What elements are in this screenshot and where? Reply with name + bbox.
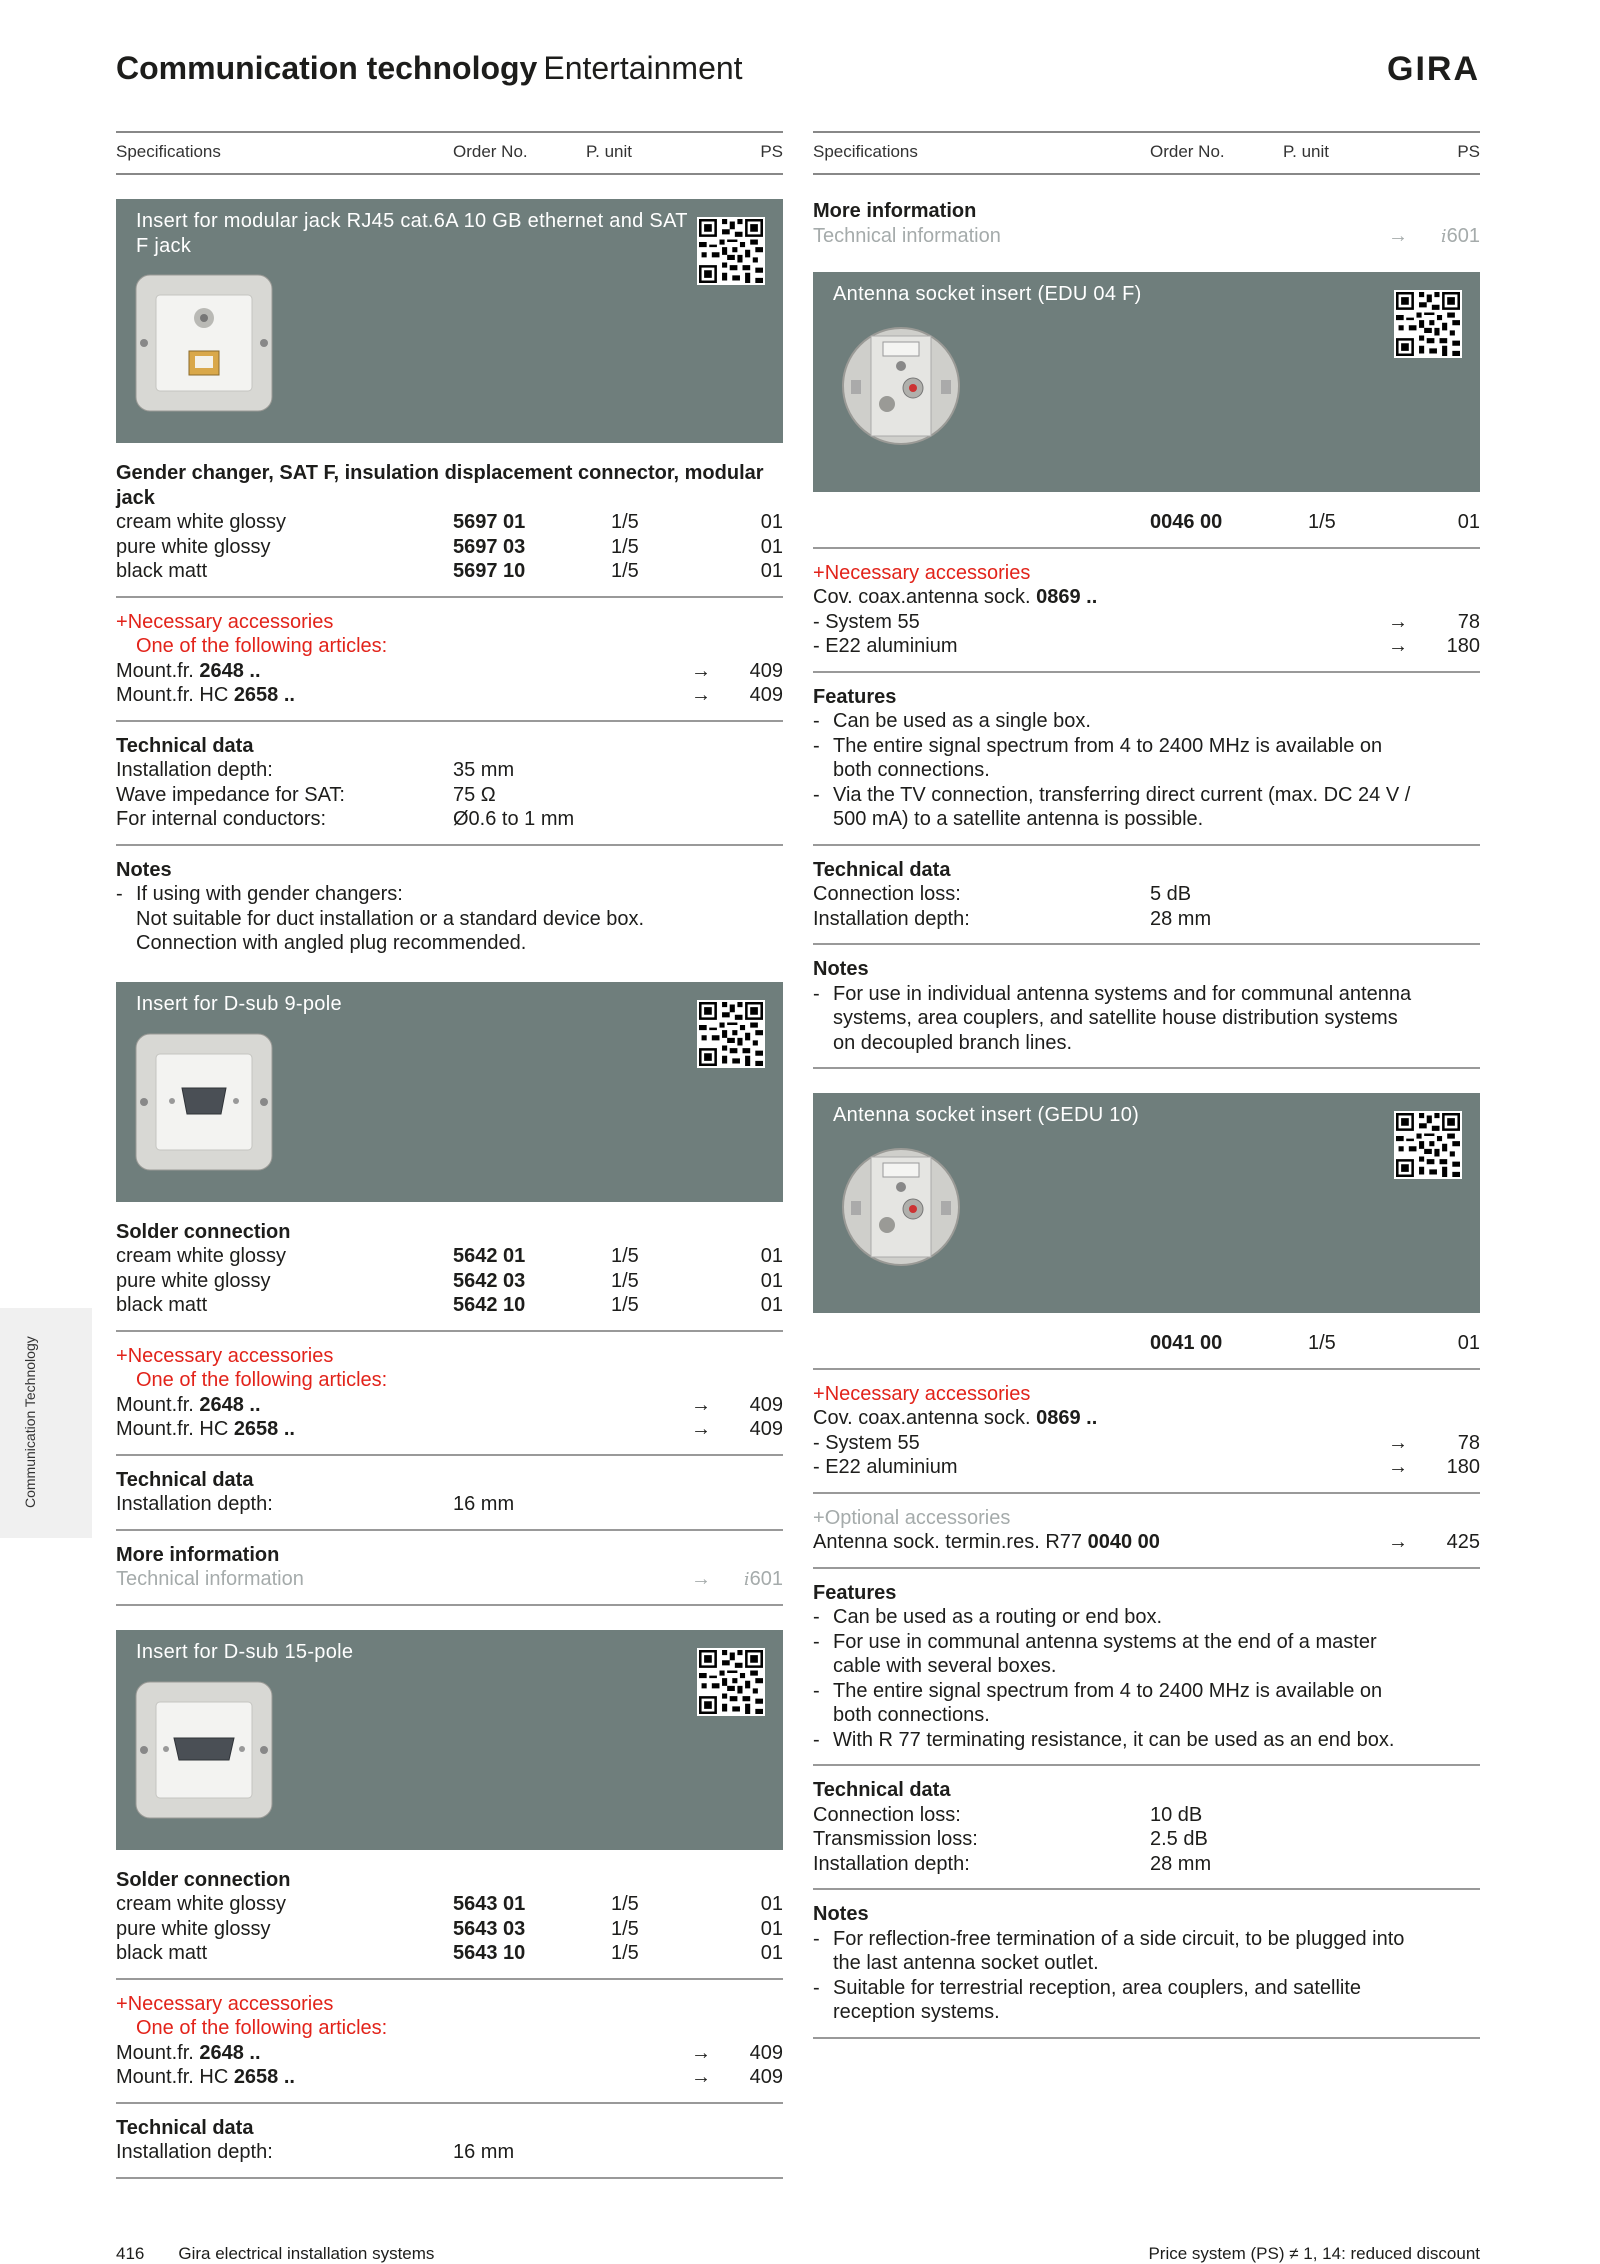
table-row [813, 1331, 1480, 1356]
note-line: Connection with angled plug recommended. [136, 932, 527, 954]
tech-key: Wave impedance for SAT: [116, 783, 345, 806]
row-ps: 01 [760, 1269, 783, 1292]
feature-item: - For use in communal antenna systems at the end of a master cable with several boxes. [813, 1630, 1377, 1677]
accessory-row [116, 1417, 783, 1442]
product-panel-rj45-sat [116, 199, 783, 443]
feature-item: - Can be used as a single box. [813, 710, 1091, 732]
acc-cover-line [813, 585, 1480, 610]
row-ps: 01 [760, 1245, 783, 1267]
row-order: 0046 00 [1150, 511, 1223, 533]
divider [813, 844, 1480, 846]
left-column [116, 131, 783, 2191]
table-row [116, 1293, 783, 1318]
row-ps: 01 [760, 1893, 783, 1915]
row-ps: 01 [1457, 1332, 1480, 1354]
tech-row [813, 907, 1480, 932]
gira-logo: GIRA [1387, 50, 1480, 88]
title-bold: Communication technology [116, 50, 538, 86]
note-line: For reflection-free termination of a side circuit, to be plugged into [833, 1927, 1405, 1950]
acc-code[interactable]: 2658 .. [233, 1418, 295, 1440]
note-line: the last antenna socket outlet. [833, 1952, 1099, 1974]
feature-line: The entire signal spectrum from 4 to 2400 MHz is available on [833, 1679, 1383, 1702]
table-row [116, 1892, 783, 1917]
right-column [813, 131, 1480, 2051]
divider [116, 1978, 783, 1980]
tech-value: 75 Ω [453, 783, 496, 806]
note-line: reception systems. [833, 2001, 1000, 2023]
header-specifications: Specifications [813, 142, 918, 161]
acc-page-link[interactable]: 180 [1446, 635, 1480, 657]
feature-item: - The entire signal spectrum from 4 to 2400 MHz is available on both connections. [813, 1679, 1383, 1726]
acc-label: E22 aluminium [825, 635, 958, 657]
acc-page-link[interactable]: 425 [1446, 1531, 1480, 1553]
technical-information-link[interactable] [116, 1567, 783, 1592]
feature-item: - Via the TV connection, transferring direct current (max. DC 24 V / 500 mA) to a satellite antenna is possible. [813, 783, 1411, 830]
row-spec: cream white glossy [116, 1245, 287, 1267]
row-order: 5697 03 [453, 535, 526, 558]
tech-row [116, 758, 783, 783]
tech-value: 16 mm [453, 2141, 515, 2163]
note-line: systems, area couplers, and satellite house distribution systems [833, 1007, 1398, 1029]
acc-subtitle: One of the following articles: [136, 2017, 388, 2039]
qr-code-icon[interactable] [1394, 290, 1462, 358]
necessary-accessories-title [116, 1992, 783, 2017]
accessory-row [116, 683, 783, 708]
row-spec: cream white glossy [116, 511, 287, 533]
features-title: Features [813, 1581, 897, 1604]
acc-title-text: Necessary accessories [824, 1382, 1031, 1405]
divider [813, 943, 1480, 945]
notes-title: Notes [813, 1903, 869, 1925]
note-item [116, 882, 783, 907]
antenna-insert-image [831, 1137, 971, 1277]
technical-data-title: Technical data [116, 1468, 254, 1491]
tech-value: 28 mm [1150, 1852, 1212, 1875]
header-ps: PS [760, 142, 783, 161]
table-row [116, 535, 783, 560]
plus-icon: + [116, 1992, 128, 2015]
acc-label: System 55 [825, 1431, 920, 1454]
acc-label: Mount.fr. [116, 1393, 200, 1416]
info-page-link[interactable]: 601 [749, 1568, 783, 1590]
divider [813, 1492, 1480, 1494]
acc-code[interactable]: 2648 .. [199, 659, 261, 682]
row-unit: 1/5 [611, 511, 639, 533]
feature-item: - Can be used as a routing or end box. [813, 1606, 1163, 1628]
row-order: 5697 01 [453, 511, 526, 533]
arrow-icon: → [1388, 610, 1408, 633]
row-ps: 01 [760, 511, 783, 533]
acc-page-link[interactable]: 409 [749, 684, 783, 706]
optional-accessories-title [813, 1506, 1480, 1531]
feature-item: - The entire signal spectrum from 4 to 2400 MHz is available on both connections. [813, 734, 1383, 781]
tech-key: Installation depth: [116, 1493, 273, 1515]
feature-line: Can be used as a single box. [833, 710, 1091, 732]
product-title: Antenna socket insert (GEDU 10) [833, 1104, 1140, 1126]
tech-value: 5 dB [1150, 883, 1192, 905]
arrow-icon: → [691, 1568, 711, 1590]
acc-cover-line [813, 1406, 1480, 1431]
divider [813, 1888, 1480, 1890]
acc-page-link[interactable]: 180 [1446, 1456, 1480, 1478]
table-row [116, 1244, 783, 1269]
row-spec: black matt [116, 1942, 208, 1964]
note-line: If using with gender changers: [136, 883, 403, 905]
row-order: 5642 03 [453, 1269, 526, 1292]
product-title: Insert for D-sub 15-pole [136, 1640, 354, 1663]
tech-key: Installation depth: [813, 907, 970, 930]
tech-row [116, 807, 783, 832]
section-side-tab[interactable] [0, 1308, 92, 1538]
necessary-accessories-title [116, 610, 783, 635]
divider [116, 844, 783, 846]
arrow-icon: → [691, 684, 711, 706]
divider [116, 1529, 783, 1531]
acc-title-text: Necessary accessories [127, 1344, 334, 1367]
footer-right: Price system (PS) ≠ 1, 14: reduced discount [1148, 2244, 1480, 2263]
side-tab-label: Communication Technology [22, 1336, 38, 1508]
qr-code-icon[interactable] [697, 1648, 765, 1716]
plus-icon: + [813, 1382, 825, 1405]
accessory-row: - System 55 → 78 [813, 610, 1480, 633]
acc-label: Mount.fr. [116, 2041, 200, 2064]
necessary-accessories-title [116, 1344, 783, 1369]
divider [116, 2177, 783, 2179]
tech-row [813, 1803, 1480, 1828]
row-ps: 01 [760, 560, 783, 582]
row-order: 5697 10 [453, 560, 526, 582]
technical-data-title: Technical data [813, 858, 951, 881]
acc-subtitle: One of the following articles: [136, 635, 388, 657]
plus-icon: + [116, 1344, 128, 1367]
table-header [116, 131, 783, 175]
header-order-no: Order No. [453, 142, 528, 161]
acc-code[interactable]: 0040 00 [1087, 1531, 1160, 1553]
acc-label: System 55 [825, 610, 920, 633]
tech-key: Installation depth: [813, 1852, 970, 1875]
necessary-accessories-title [813, 1382, 1480, 1407]
tech-row [116, 783, 783, 808]
divider [813, 2037, 1480, 2039]
acc-page-link[interactable]: 409 [749, 1393, 783, 1416]
row-order: 5643 01 [453, 1893, 526, 1915]
qr-code-icon[interactable] [697, 1000, 765, 1068]
table-row [116, 510, 783, 535]
divider [813, 1368, 1480, 1370]
row-order: 5643 03 [453, 1917, 526, 1940]
footer-left [116, 2244, 434, 2264]
info-page-link[interactable]: 601 [1446, 224, 1480, 247]
acc-label: Cov. coax.antenna sock. [813, 1407, 1037, 1429]
page-title [116, 50, 743, 87]
tech-key: Connection loss: [813, 1803, 961, 1826]
acc-title-text: Necessary accessories [127, 1992, 334, 2015]
row-ps: 01 [760, 1294, 783, 1316]
accessory-row [116, 2065, 783, 2090]
row-unit: 1/5 [611, 1294, 639, 1316]
row-unit: 1/5 [611, 560, 639, 582]
accessory-row: - E22 aluminium → 180 [813, 1456, 1480, 1478]
divider [116, 1454, 783, 1456]
arrow-icon: → [691, 1393, 711, 1416]
title-light: Entertainment [543, 50, 743, 86]
feature-line: both connections. [833, 759, 990, 781]
table-row [116, 1917, 783, 1942]
rj45-sat-insert-image [134, 273, 274, 413]
tech-value: 2.5 dB [1150, 1828, 1208, 1850]
page-number: 416 [116, 2244, 145, 2263]
row-order: 0041 00 [1150, 1332, 1223, 1354]
more-information-title: More information [813, 200, 977, 222]
note-item: - For use in individual antenna systems and for communal antenna systems, area couplers, and satellite house distribution systems on decoupled branch lines. [813, 982, 1412, 1054]
row-spec: pure white glossy [116, 535, 271, 558]
arrow-icon: → [1388, 635, 1408, 657]
acc-label: Mount.fr. [116, 659, 200, 682]
row-spec: black matt [116, 1294, 208, 1316]
acc-subtitle: One of the following articles: [136, 1369, 388, 1391]
technical-data-title: Technical data [116, 734, 254, 757]
arrow-icon: → [1388, 224, 1408, 247]
product-heading: Gender changer, SAT F, insulation displacement connector, modular jack [116, 462, 764, 509]
feature-line: The entire signal spectrum from 4 to 2400 MHz is available on [833, 734, 1383, 757]
product-heading: Solder connection [116, 1220, 291, 1243]
dash: - [116, 883, 123, 905]
acc-label: E22 aluminium [825, 1456, 958, 1478]
divider [813, 1764, 1480, 1766]
acc-code[interactable]: 0869 .. [1036, 1407, 1098, 1429]
row-unit: 1/5 [611, 1917, 639, 1940]
table-row [116, 1941, 783, 1966]
accessory-row [116, 2041, 783, 2066]
product-panel-gedu10 [813, 1093, 1480, 1313]
tech-value: Ø0.6 to 1 mm [453, 808, 575, 830]
header-specifications: Specifications [116, 142, 221, 161]
acc-title-text: Necessary accessories [824, 561, 1031, 584]
table-row [116, 1269, 783, 1294]
tech-row [813, 1827, 1480, 1852]
feature-line: Can be used as a routing or end box. [833, 1606, 1163, 1628]
accessory-row [813, 1530, 1480, 1555]
row-order: 5642 10 [453, 1294, 526, 1316]
arrow-icon: → [1388, 1531, 1408, 1553]
tech-key: Transmission loss: [813, 1828, 978, 1850]
info-icon: i [1440, 225, 1447, 247]
acc-code[interactable]: 2648 .. [199, 1393, 261, 1416]
tech-row [116, 2140, 783, 2165]
tech-value: 28 mm [1150, 907, 1212, 930]
tech-row [813, 882, 1480, 907]
header-order-no: Order No. [1150, 142, 1225, 161]
link-text[interactable]: Technical information [116, 1568, 304, 1590]
row-spec: pure white glossy [116, 1269, 271, 1292]
header-ps: PS [1457, 142, 1480, 161]
product-panel-dsub9 [116, 982, 783, 1202]
product-title: Insert for modular jack RJ45 cat.6A 10 GB ethernet and SAT F jack [136, 210, 688, 257]
product-title: Antenna socket insert (EDU 04 F) [833, 283, 1142, 305]
acc-code[interactable]: 2658 .. [233, 684, 295, 706]
plus-icon: + [116, 610, 128, 633]
arrow-icon: → [691, 2066, 711, 2088]
acc-code[interactable]: 2658 .. [233, 2066, 295, 2088]
acc-page-link[interactable]: 409 [749, 2041, 783, 2064]
features-title: Features [813, 685, 897, 708]
technical-data-title: Technical data [813, 1779, 951, 1801]
footer-left-text: Gira electrical installation systems [178, 2244, 435, 2263]
divider [116, 720, 783, 722]
accessory-row: - E22 aluminium → 180 [813, 635, 1480, 657]
feature-item: - With R 77 terminating resistance, it can be used as an end box. [813, 1728, 1395, 1751]
feature-line: 500 mA) to a satellite antenna is possible. [833, 808, 1204, 830]
row-unit: 1/5 [611, 1893, 639, 1915]
accessory-row [116, 659, 783, 684]
tech-key: Installation depth: [116, 759, 273, 781]
notes-title: Notes [116, 858, 172, 881]
product-panel-edu04f [813, 272, 1480, 492]
tech-key: For internal conductors: [116, 808, 327, 830]
row-unit: 1/5 [611, 1269, 639, 1292]
row-unit: 1/5 [611, 1942, 639, 1964]
row-spec: cream white glossy [116, 1893, 287, 1915]
info-icon: i [743, 1569, 750, 1590]
header-p-unit: P. unit [586, 142, 633, 161]
feature-line: For use in communal antenna systems at the end of a master [833, 1630, 1377, 1653]
acc-label: Cov. coax.antenna sock. [813, 586, 1037, 608]
acc-page-link[interactable]: 78 [1457, 610, 1480, 633]
row-order: 5642 01 [453, 1245, 526, 1267]
note-item: - Suitable for terrestrial reception, area couplers, and satellite reception systems. [813, 1976, 1362, 2023]
divider [813, 1067, 1480, 1069]
technical-information-link[interactable] [813, 224, 1480, 249]
row-unit: 1/5 [1308, 511, 1336, 533]
acc-label: Mount.fr. HC [116, 2066, 234, 2088]
feature-line: Via the TV connection, transferring direct current (max. DC 24 V / [833, 783, 1411, 806]
tech-key: Installation depth: [116, 2141, 273, 2163]
acc-code[interactable]: 0869 .. [1036, 586, 1098, 608]
row-ps: 01 [1457, 511, 1480, 533]
row-unit: 1/5 [1308, 1332, 1336, 1354]
note-line: Not suitable for duct installation or a standard device box. [136, 907, 645, 930]
divider [116, 596, 783, 598]
row-unit: 1/5 [611, 535, 639, 558]
plus-icon: + [813, 1506, 825, 1529]
tech-key: Connection loss: [813, 883, 961, 905]
divider [116, 2102, 783, 2104]
row-ps: 01 [760, 1942, 783, 1964]
feature-line: both connections. [833, 1704, 990, 1726]
header-p-unit: P. unit [1283, 142, 1330, 161]
row-spec: pure white glossy [116, 1917, 271, 1940]
acc-page-link[interactable]: 409 [749, 659, 783, 682]
plus-icon: + [813, 561, 825, 584]
antenna-insert-image [831, 316, 971, 456]
acc-label: Mount.fr. HC [116, 1418, 234, 1440]
tech-value: 16 mm [453, 1493, 515, 1515]
row-ps: 01 [760, 535, 783, 558]
dsub9-insert-image [134, 1032, 274, 1172]
accessory-row [116, 1393, 783, 1418]
opt-title-text: Optional accessories [824, 1506, 1011, 1529]
tech-value: 35 mm [453, 759, 515, 781]
acc-label: Mount.fr. HC [116, 684, 234, 706]
arrow-icon: → [691, 2041, 711, 2064]
acc-page-link[interactable]: 78 [1457, 1431, 1480, 1454]
divider [813, 547, 1480, 549]
more-information-title: More information [116, 1543, 280, 1566]
divider [813, 671, 1480, 673]
dsub15-insert-image [134, 1680, 274, 1820]
accessory-row: - System 55 → 78 [813, 1431, 1480, 1454]
product-heading: Solder connection [116, 1868, 291, 1891]
divider [116, 1330, 783, 1332]
link-text[interactable]: Technical information [813, 224, 1001, 247]
note-item: - For reflection-free termination of a side circuit, to be plugged into the last antenna socket outlet. [813, 1927, 1405, 1974]
tech-row [813, 1852, 1480, 1877]
arrow-icon: → [691, 659, 711, 682]
acc-code[interactable]: 2648 .. [199, 2041, 261, 2064]
table-row [116, 559, 783, 584]
notes-title: Notes [813, 958, 869, 980]
note-line: on decoupled branch lines. [833, 1031, 1073, 1054]
row-unit: 1/5 [611, 1245, 639, 1267]
note-line: Suitable for terrestrial reception, area couplers, and satellite [833, 1976, 1362, 1999]
row-ps: 01 [760, 1917, 783, 1940]
row-order: 5643 10 [453, 1942, 526, 1964]
table-header [813, 131, 1480, 175]
acc-page-link[interactable]: 409 [749, 1418, 783, 1440]
tech-value: 10 dB [1150, 1803, 1203, 1826]
qr-code-icon[interactable] [697, 217, 765, 285]
acc-page-link[interactable]: 409 [749, 2066, 783, 2088]
divider [813, 1567, 1480, 1569]
technical-data-title: Technical data [116, 2116, 254, 2139]
tech-row [116, 1492, 783, 1517]
product-title: Insert for D-sub 9-pole [136, 992, 342, 1015]
arrow-icon: → [1388, 1456, 1408, 1478]
necessary-accessories-title [813, 561, 1480, 586]
table-row [813, 510, 1480, 535]
divider [116, 1604, 783, 1606]
note-line: For use in individual antenna systems and for communal antenna [833, 982, 1412, 1005]
feature-line: cable with several boxes. [833, 1655, 1057, 1677]
qr-code-icon[interactable] [1394, 1111, 1462, 1179]
acc-label: Antenna sock. termin.res. R77 [813, 1531, 1088, 1553]
row-spec: black matt [116, 560, 208, 582]
feature-line: With R 77 terminating resistance, it can be used as an end box. [833, 1728, 1395, 1751]
acc-title-text: Necessary accessories [127, 610, 334, 633]
arrow-icon: → [1388, 1431, 1408, 1454]
arrow-icon: → [691, 1418, 711, 1440]
product-panel-dsub15 [116, 1630, 783, 1850]
